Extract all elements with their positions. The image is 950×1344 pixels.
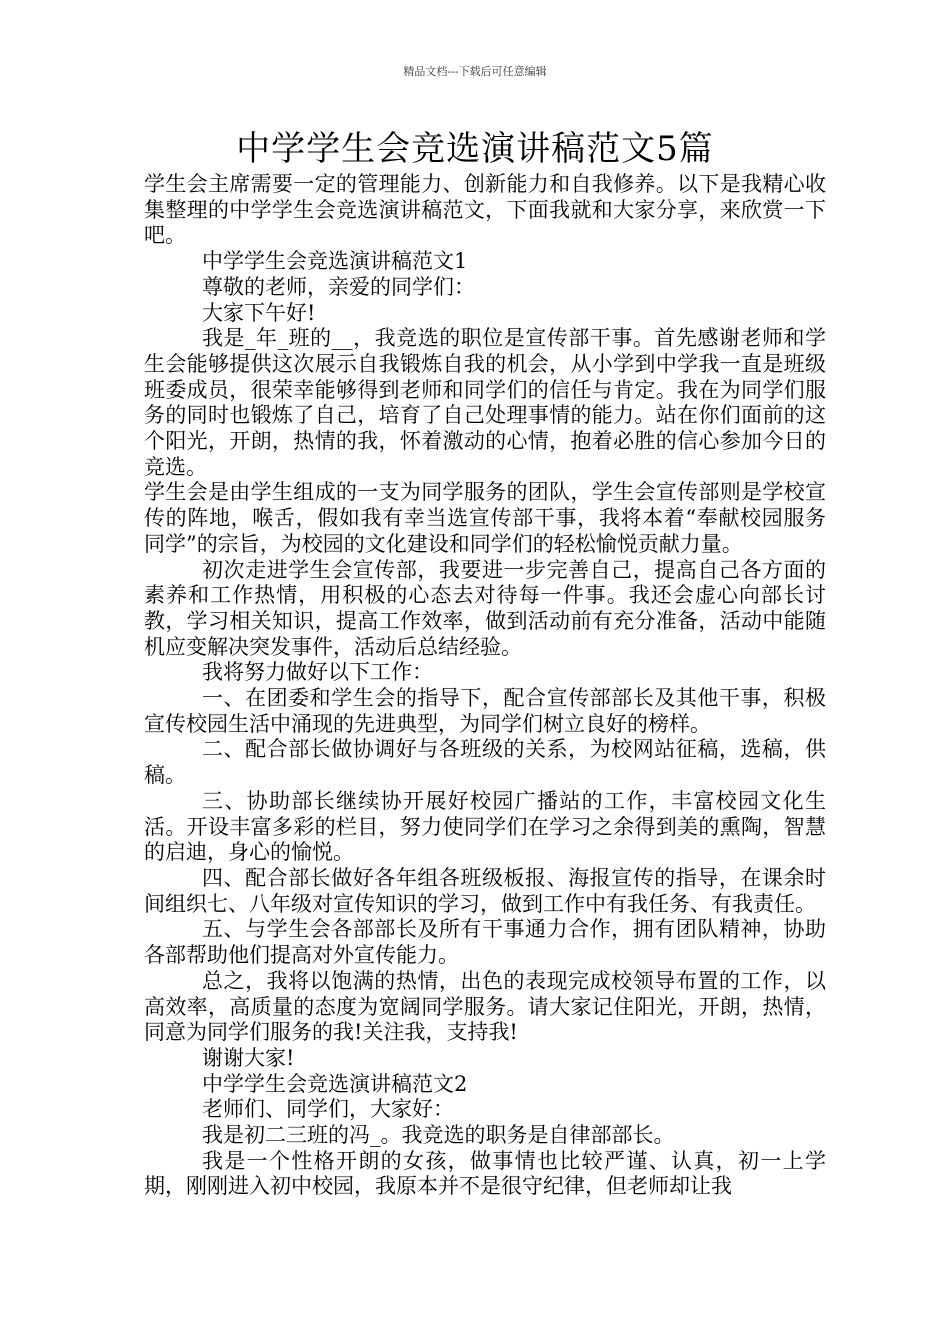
paragraph: 五、与学生会各部部长及所有干事通力合作，拥有团队精神，协助各部帮助他们提高对外宣传能力。: [144, 917, 826, 968]
paragraph: 我将努力做好以下工作：: [202, 660, 433, 685]
paragraph: 我是初二三班的冯_。我竞选的职务是自律部部长。: [202, 1123, 675, 1148]
paragraph: 初次走进学生会宣传部，我要进一步完善自己，提高自己各方面的素养和工作热情，用积极的心态去对待每一件事。我还会虚心向部长讨教，学习相关知识，提高工作效率，做到活动前有充分准备，活动中能随机应变解决突发事件，活动后总结经验。: [144, 557, 826, 659]
paragraph: 一、在团委和学生会的指导下，配合宣传部部长及其他干事，积极宣传校园生活中涌现的先进典型，为同学们树立良好的榜样。: [144, 686, 826, 736]
paragraph: 四、配合部长做好各年组各班级板报、海报宣传的指导，在课余时间组织七、八年级对宣传知识的学习，做到工作中有我任务、有我责任。: [144, 865, 826, 916]
paragraph: 二、配合部长做协调好与各班级的关系，为校网站征稿，选稿，供稿。: [144, 737, 826, 788]
header-note: 精品文档---下载后可任意编辑: [403, 65, 547, 78]
document-title: 中学学生会竞选演讲稿范文5篇: [236, 129, 714, 169]
paragraph: 学生会是由学生组成的一支为同学服务的团队，学生会宣传部则是学校宣传的阵地，喉舌，假如我有幸当选宣传部干事，我将本着“奉献校园服务同学”的宗旨，为校园的文化建设和同学们的轻松愉悦贡献力量。: [144, 480, 826, 556]
paragraph: 学生会主席需要一定的管理能力、创新能力和自我修养。以下是我精心收集整理的中学学生会竞选演讲稿范文，下面我就和大家分享，来欣赏一下吧。: [144, 172, 826, 248]
paragraph: 老师们、同学们，大家好：: [202, 1097, 454, 1122]
paragraph: 中学学生会竞选演讲稿范文2: [202, 1071, 468, 1096]
paragraph: 总之，我将以饱满的热情，出色的表现完成校领导布置的工作，以高效率，高质量的态度为宽阔同学服务。请大家记住阳光，开朗，热情，同意为同学们服务的我!关注我，支持我!: [144, 968, 826, 1045]
paragraph: 尊敬的老师，亲爱的同学们：: [202, 274, 475, 299]
paragraph: 中学学生会竞选演讲稿范文1: [202, 249, 468, 274]
paragraph: 大家下午好!: [202, 300, 316, 325]
document-body: [144, 172, 826, 1200]
paragraph: 我是_年_班的__，我竞选的职位是宣传部干事。首先感谢老师和学生会能够提供这次展示自我锻炼自我的机会，从小学到中学我一直是班级班委成员，很荣幸能够得到老师和同学们的信任与肯定。我在为同学们服务的同时也锻炼了自己，培育了自己处理事情的能力。站在你们面前的这个阳光，开朗，热情的我，怀着激动的心情，抱着必胜的信心参加今日的竞选。: [144, 326, 826, 479]
paragraph: 谢谢大家!: [202, 1045, 295, 1070]
paragraph: 我是一个性格开朗的女孩，做事情也比较严谨、认真，初一上学期，刚刚进入初中校园，我原本并不是很守纪律，但老师却让我: [144, 1148, 826, 1199]
paragraph: 三、协助部长继续协开展好校园广播站的工作，丰富校园文化生活。开设丰富多彩的栏目，努力使同学们在学习之余得到美的熏陶，智慧的启迪，身心的愉悦。: [144, 788, 826, 865]
